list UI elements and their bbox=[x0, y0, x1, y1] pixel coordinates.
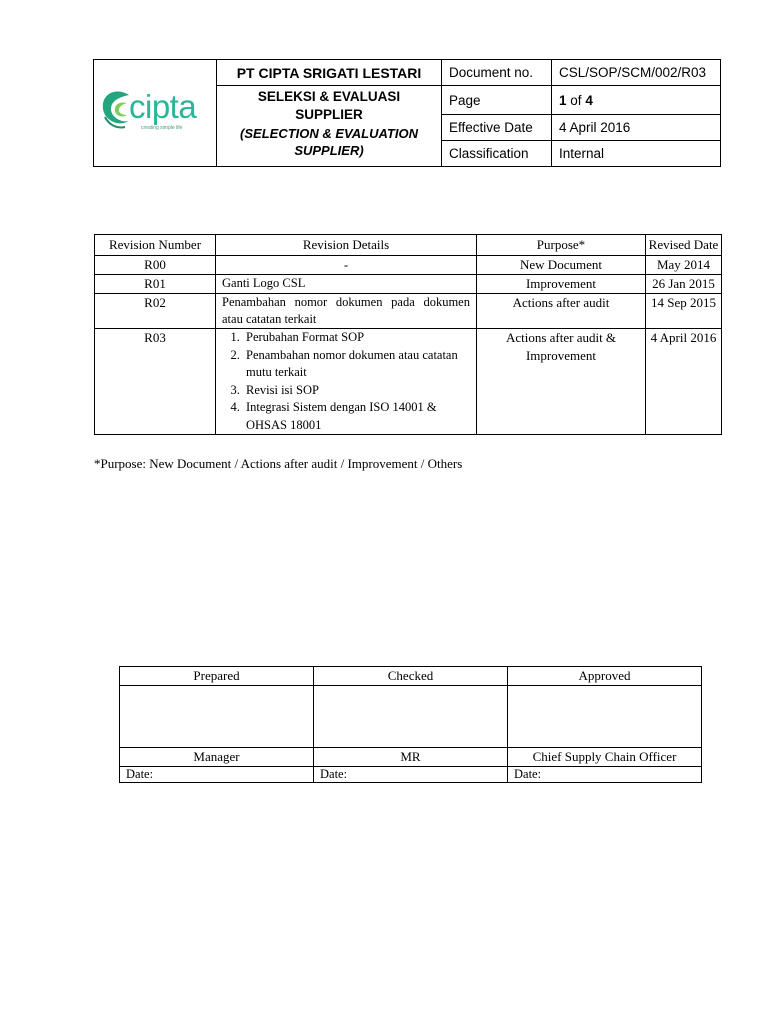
company-name: PT CIPTA SRIGATI LESTARI bbox=[217, 60, 442, 86]
approval-table bbox=[119, 666, 702, 783]
revision-history-table bbox=[94, 234, 722, 435]
revision-details: - bbox=[216, 256, 477, 275]
prepared-role: Manager bbox=[120, 748, 314, 767]
revision-purpose: Actions after audit bbox=[477, 294, 646, 329]
approval-header-row bbox=[120, 667, 702, 686]
list-item: 1. Perubahan Format SOP bbox=[243, 329, 470, 347]
leaf-icon bbox=[99, 87, 133, 131]
table-header-row bbox=[95, 235, 722, 256]
revision-purpose: New Document bbox=[477, 256, 646, 275]
revision-number: R00 bbox=[95, 256, 216, 275]
approved-role: Chief Supply Chain Officer bbox=[508, 748, 702, 767]
table-row bbox=[95, 275, 722, 294]
list-item: 4. Integrasi Sistem dengan ISO 14001 & OHSAS 18001 bbox=[243, 399, 470, 434]
prepared-header: Prepared bbox=[120, 667, 314, 686]
checked-date: Date: bbox=[314, 767, 508, 783]
col-header-revision-number: Revision Number bbox=[95, 235, 216, 256]
logo-wordmark: cipta bbox=[129, 88, 197, 125]
revision-purpose: Improvement bbox=[477, 275, 646, 294]
col-header-revision-details: Revision Details bbox=[216, 235, 477, 256]
effective-date-label: Effective Date bbox=[442, 115, 552, 141]
table-row bbox=[95, 329, 722, 435]
col-header-revised-date: Revised Date bbox=[646, 235, 722, 256]
document-header-table bbox=[93, 59, 721, 167]
purpose-footnote: *Purpose: New Document / Actions after audit / Improvement / Others bbox=[94, 456, 463, 471]
document-title bbox=[217, 86, 442, 167]
checked-signature-box bbox=[314, 686, 508, 748]
table-row bbox=[95, 294, 722, 329]
title-english: (SELECTION & EVALUATION SUPPLIER) bbox=[240, 126, 418, 158]
classification-label: Classification bbox=[442, 141, 552, 167]
revision-details: Penambahan nomor dokumen pada dokumen atau catatan terkait bbox=[216, 294, 477, 329]
revision-details bbox=[216, 329, 477, 435]
revision-date: 14 Sep 2015 bbox=[646, 294, 722, 329]
doc-no-value: CSL/SOP/SCM/002/R03 bbox=[552, 60, 721, 86]
prepared-date: Date: bbox=[120, 767, 314, 783]
approved-signature-box bbox=[508, 686, 702, 748]
logo-tagline: creating simple life bbox=[141, 125, 183, 131]
table-row bbox=[95, 256, 722, 275]
signature-row bbox=[120, 686, 702, 748]
revision-date: 26 Jan 2015 bbox=[646, 275, 722, 294]
page-of: of bbox=[570, 92, 582, 108]
col-header-purpose: Purpose* bbox=[477, 235, 646, 256]
revision-details: Ganti Logo CSL bbox=[216, 275, 477, 294]
classification-value: Internal bbox=[552, 141, 721, 167]
date-row bbox=[120, 767, 702, 783]
checked-header: Checked bbox=[314, 667, 508, 686]
page-value bbox=[552, 86, 721, 115]
list-item: 2. Penambahan nomor dokumen atau catatan mutu terkait bbox=[243, 347, 470, 382]
doc-no-label: Document no. bbox=[442, 60, 552, 86]
page-total: 4 bbox=[585, 92, 593, 108]
revision-number: R03 bbox=[95, 329, 216, 435]
role-row bbox=[120, 748, 702, 767]
approved-date: Date: bbox=[508, 767, 702, 783]
page-label: Page bbox=[442, 86, 552, 115]
revision-purpose: Actions after audit & Improvement bbox=[477, 329, 646, 435]
revision-number: R02 bbox=[95, 294, 216, 329]
list-item: 3. Revisi isi SOP bbox=[243, 382, 470, 400]
logo-cell bbox=[94, 60, 217, 167]
prepared-signature-box bbox=[120, 686, 314, 748]
title-line-1: SELEKSI & EVALUASI bbox=[257, 89, 401, 104]
revision-date: May 2014 bbox=[646, 256, 722, 275]
revision-number: R01 bbox=[95, 275, 216, 294]
approved-header: Approved bbox=[508, 667, 702, 686]
revision-date: 4 April 2016 bbox=[646, 329, 722, 435]
title-line-2: SUPPLIER bbox=[295, 107, 363, 122]
effective-date-value: 4 April 2016 bbox=[552, 115, 721, 141]
page-current: 1 bbox=[559, 92, 567, 108]
cipta-logo bbox=[99, 87, 214, 142]
checked-role: MR bbox=[314, 748, 508, 767]
revision-details-list bbox=[222, 329, 470, 434]
